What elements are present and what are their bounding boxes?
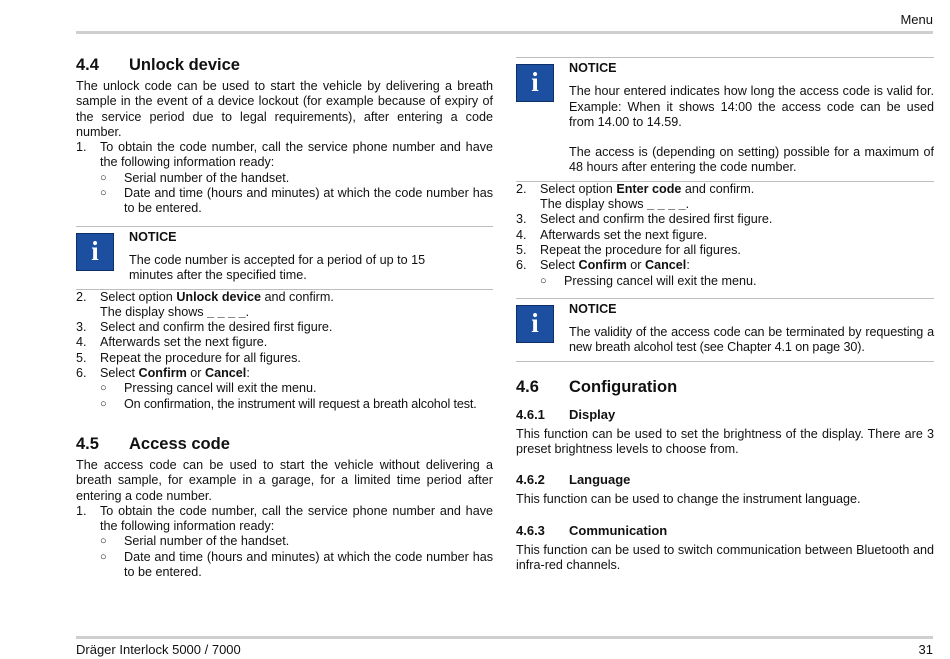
notice-text: The code number is accepted for a period of up to 15 minutes after the specified time. xyxy=(129,252,426,283)
bullet-icon: ○ xyxy=(100,382,107,395)
notice-title: NOTICE xyxy=(569,61,617,75)
list-item: ○ Date and time (hours and minutes) at which the code number has to be entered. xyxy=(100,186,493,216)
bullet-icon: ○ xyxy=(100,171,107,184)
bullet-icon: ○ xyxy=(100,535,107,548)
bullet-list xyxy=(100,534,493,580)
section-4-6-2-text: This function can be used to change the instrument language. xyxy=(516,492,861,507)
list-item: 5. Repeat the procedure for all figures. xyxy=(76,350,301,365)
notice-text: The validity of the access code can be terminated by requesting a new breath alcohol test (see Chapter 4.1 on page 30). xyxy=(569,325,934,355)
list-item: ○ On confirmation, the instrument will request a breath alcohol test. xyxy=(100,396,477,411)
footer-rule xyxy=(76,636,933,639)
bullet-icon: ○ xyxy=(100,550,107,563)
footer-product-name: Dräger Interlock 5000 / 7000 xyxy=(76,642,241,657)
list-item: ○ Pressing cancel will exit the menu. xyxy=(540,273,757,288)
section-4-6-heading: 4.6 Configuration xyxy=(516,377,678,396)
notice-text: The access is (depending on setting) possible for a maximum of 48 hours after entering the code number. xyxy=(569,145,934,175)
section-4-5-intro: The access code can be used to start the vehicle without delivering a breath sample, for example in a garage, for a limited time period after entering a code number. xyxy=(76,457,493,503)
display-hint: The display shows _ _ _ _. xyxy=(540,197,690,212)
section-4-6-1-text: This function can be used to set the brightness of the display. There are 3 preset brightness levels to choose from. xyxy=(516,426,934,457)
section-4-6-3-text: This function can be used to switch communication between Bluetooth and infra-red channels. xyxy=(516,542,934,572)
bullet-list xyxy=(540,274,934,289)
list-item: ○ Date and time (hours and minutes) at which the code number has to be entered. xyxy=(100,549,493,580)
section-4-4-heading: 4.4 Unlock device xyxy=(76,56,240,74)
header-rule xyxy=(76,31,933,34)
notice-box xyxy=(516,298,934,362)
bullet-icon: ○ xyxy=(100,397,107,410)
display-hint: The display shows _ _ _ _. xyxy=(100,304,250,319)
notice-box xyxy=(76,226,493,290)
list-item: 3. Select and confirm the desired first figure. xyxy=(516,212,773,227)
bullet-list xyxy=(100,171,493,217)
notice-title: NOTICE xyxy=(569,301,617,316)
notice-box xyxy=(516,57,934,182)
section-4-4-intro: The unlock code can be used to start the vehicle by delivering a breath sample in the event of a device lockout (for example because of expiry of the service period due to legal requirements), after entering a code number. xyxy=(76,79,493,139)
list-item: ○ Serial number of the handset. xyxy=(100,534,290,549)
notice-title: NOTICE xyxy=(129,229,177,244)
left-column xyxy=(76,54,493,580)
bullet-icon: ○ xyxy=(100,187,107,200)
info-icon: i xyxy=(516,305,554,343)
section-4-5-heading: 4.5 Access code xyxy=(76,434,230,453)
section-4-6-1-heading: 4.6.1 Display xyxy=(516,406,616,422)
list-item: 6. Select Confirm or Cancel: xyxy=(76,366,250,381)
bullet-list xyxy=(100,381,493,412)
list-item: 2. Select option Enter code and confirm. xyxy=(516,181,755,196)
list-item: 4. Afterwards set the next figure. xyxy=(516,227,708,242)
list-item: ○ Pressing cancel will exit the menu. xyxy=(100,381,317,396)
list-item: 5. Repeat the procedure for all figures. xyxy=(516,242,741,257)
notice-text: The hour entered indicates how long the access code is valid for. Example: When it shows 14:00 the access code can be used from 14.00 to 14.59. xyxy=(569,84,934,129)
section-4-6-3-heading: 4.6.3 Communication xyxy=(516,522,668,538)
list-item: ○ Serial number of the handset. xyxy=(100,170,290,185)
list-item: 1. To obtain the code number, call the service phone number and have the following information ready: xyxy=(76,140,493,170)
info-icon: i xyxy=(516,64,554,102)
list-item: 1. To obtain the code number, call the service phone number and have the following information ready: xyxy=(76,503,493,534)
header-menu-label: Menu xyxy=(900,12,933,27)
page-number: 31 xyxy=(918,642,933,657)
section-4-6-2-heading: 4.6.2 Language xyxy=(516,472,631,488)
list-item: 6. Select Confirm or Cancel: xyxy=(516,258,690,273)
list-item: 4. Afterwards set the next figure. xyxy=(76,335,268,350)
bullet-icon: ○ xyxy=(540,274,547,287)
right-column xyxy=(516,57,934,573)
list-item: 3. Select and confirm the desired first figure. xyxy=(76,320,333,335)
info-icon: i xyxy=(76,233,114,271)
list-item: 2. Select option Unlock device and confirm. xyxy=(76,289,334,304)
